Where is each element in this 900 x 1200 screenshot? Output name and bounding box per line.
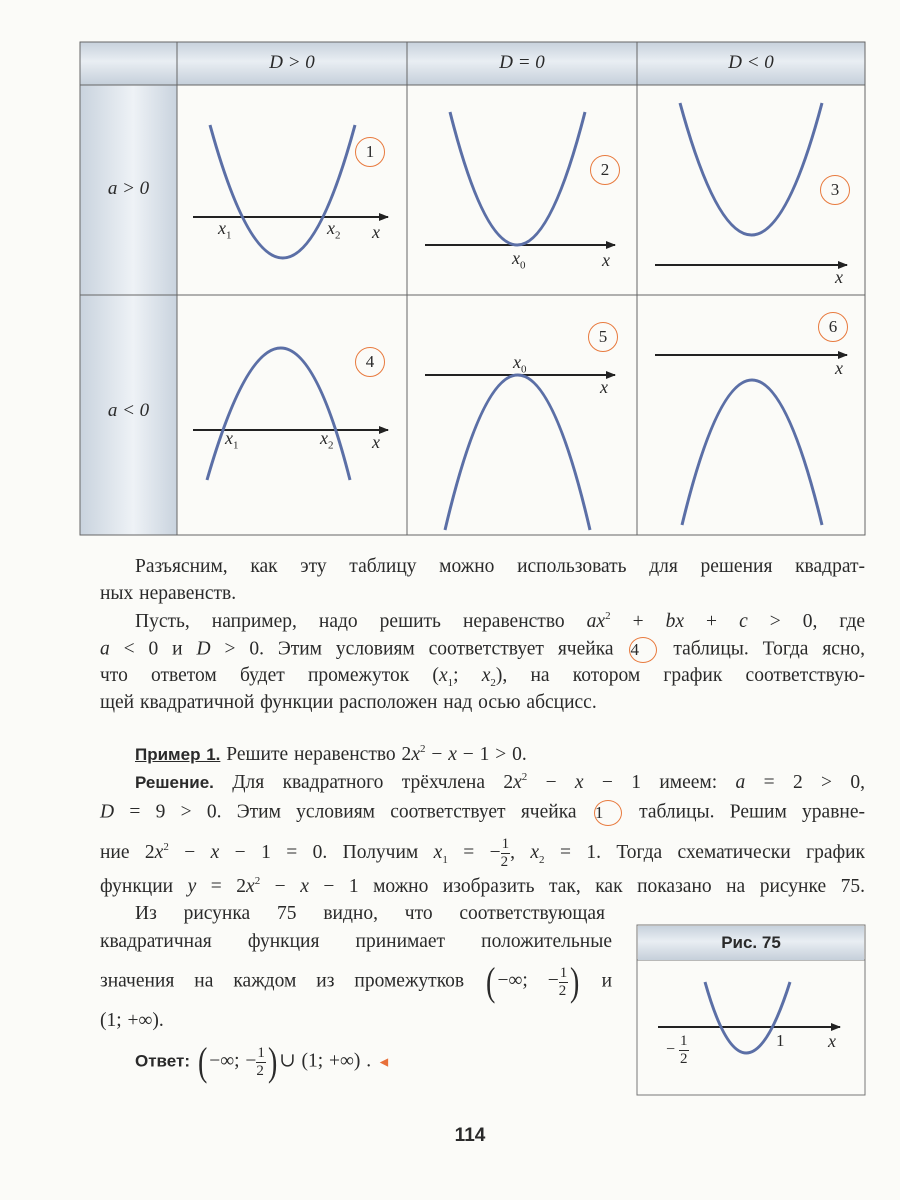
col-header-d-negative: D < 0 [728,52,774,73]
paragraph-line: a < 0 и D > 0. Этим условиям соответствует ячейка 4 таблицы. Тогда ясно, [100,637,865,663]
label-x-axis: x [835,267,843,287]
parabola-cell-4 [207,348,350,480]
cell-ref-1: 1 [594,800,622,826]
paragraph-line: Разъясним, как эту таблицу можно использовать для решения квадрат- [135,556,865,577]
cell-number-4: 4 [355,347,385,377]
cell-number-1: 1 [355,137,385,167]
parabola-cell-6 [682,380,822,525]
col-header-d-zero: D = 0 [499,52,545,73]
paragraph-line: что ответом будет промежуток ($x_1$; $x_2$), на котором график соответствую- [100,665,865,689]
end-marker-icon: ◄ [377,1055,391,1071]
paragraph-line: Пусть, например, надо решить неравенство $ax^2$ + bx + c > 0, где [135,610,866,632]
row-header-a-negative: a < 0 [107,400,150,421]
label-x1: $x_1$ [225,428,239,452]
page-number: 114 [454,1125,486,1146]
label-x2: $x_2$ [320,428,334,452]
fig-75-title: Рис. 75 [721,933,781,952]
fig-75-axis-label: x [828,1031,836,1051]
parabola-cell-5 [445,375,590,530]
example-title-line: Пример 1. Решите неравенство $2x^2 - x - 1 > 0$. [135,743,527,765]
fraction: $\frac{1}{2}$ [500,836,510,870]
fig-75-root-right: 1 [776,1031,785,1050]
table-grid [80,42,865,535]
col-header-d-positive: D > 0 [269,52,315,73]
cell-ref-4: 4 [629,637,657,663]
cell-number-3: 3 [820,175,850,205]
parabola-cell-2 [450,112,585,245]
label-x-axis: x [835,358,843,378]
answer-line: Ответ: ( −∞; − $\frac{1}{2}$ ) ∪ (1; +∞) . ◄ [135,1039,391,1084]
paragraph-line: квадратичная функция принимает положительные [100,931,612,952]
label-x0: $x_0$ [512,248,526,272]
label-x0: $x_0$ [513,352,527,376]
fraction: $\frac{1}{2}$ [558,964,568,999]
cell-number-6: 6 [818,312,848,342]
label-x2: $x_2$ [327,218,341,242]
cell-number-5: 5 [588,322,618,352]
paragraph-line: D = 9 > 0. Этим условиям соответствует ячейка 1 таблицы. Решим уравне- [100,800,865,826]
solution-label: Решение. [135,773,214,792]
example-label: Пример 1. [135,745,221,764]
label-x1: $x_1$ [218,218,232,242]
paragraph-line: функции $y = 2x^2 - x - 1$ можно изобразить так, как показано на рисунке 75. [100,875,865,897]
parabola-cell-3 [680,103,822,235]
fraction: $\frac{1}{2}$ [256,1044,265,1079]
row-header-a-positive: a > 0 [107,178,150,199]
label-x-axis: x [602,250,610,270]
paragraph-line: ных неравенств. [100,583,237,604]
paragraph-line: значения на каждом из промежутков ( −∞; − $\frac{1}{2}$ ) и [100,959,612,1004]
cell-number-2: 2 [590,155,620,185]
label-x-axis: x [372,432,380,452]
answer-label: Ответ: [135,1051,190,1071]
paragraph-line: (1; +∞). [100,1010,164,1031]
paragraph-line: ние $2x^2 - x - 1 = 0$. Получим $x_1$ = − $\frac{1}{2}$ , $x_2 = 1$. Тогда схематически график [100,836,866,870]
paragraph-line: щей квадратичной функции расположен над осью абсцисс. [100,692,597,713]
label-x-axis: x [372,222,380,242]
label-x-axis: x [600,377,608,397]
paragraph-line: Из рисунка 75 видно, что соответствующая [135,903,605,924]
fig-75-root-left: − $\frac{1}{2}$ [666,1033,688,1067]
solution-line: Решение. Для квадратного трёхчлена $2x^2 - x - 1$ имеем: a = 2 > 0, [135,771,865,793]
